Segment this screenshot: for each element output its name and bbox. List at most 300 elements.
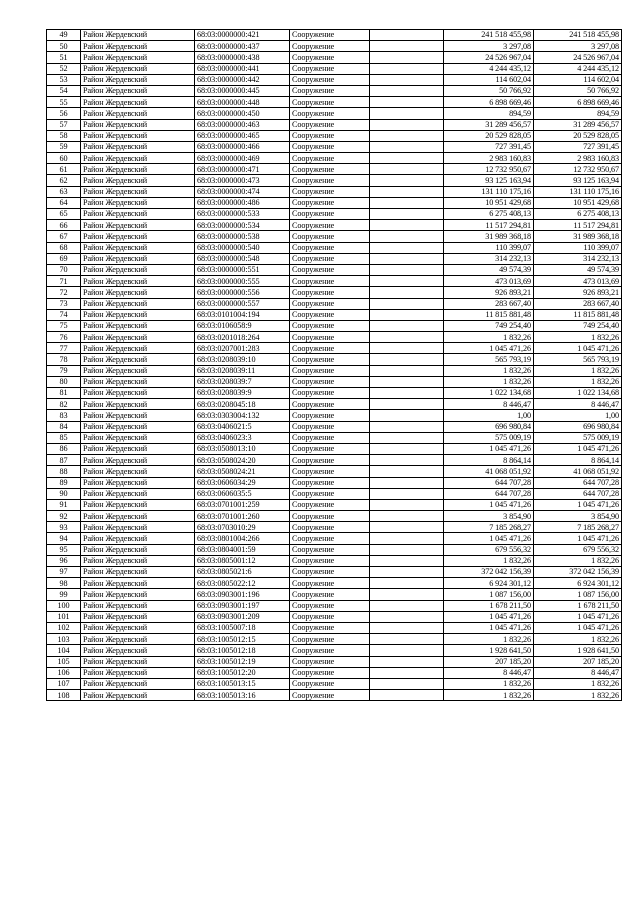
- empty-cell: [370, 432, 444, 443]
- district-cell: Район Жердевский: [81, 354, 195, 365]
- table-row: [47, 443, 622, 454]
- district-cell: Район Жердевский: [81, 343, 195, 354]
- table-row: [47, 567, 622, 578]
- row-number: 94: [47, 533, 81, 544]
- cadastral-number-cell: 68:03:0208039:11: [195, 365, 290, 376]
- district-cell: Район Жердевский: [81, 332, 195, 343]
- empty-cell: [370, 175, 444, 186]
- value-cell: 1 045 471,26: [444, 622, 534, 633]
- district-cell: Район Жердевский: [81, 634, 195, 645]
- object-type-cell: Сооружение: [290, 432, 370, 443]
- empty-cell: [370, 466, 444, 477]
- empty-cell: [370, 209, 444, 220]
- object-type-cell: Сооружение: [290, 52, 370, 63]
- value-cell-2: 8 446,47: [534, 667, 622, 678]
- table-row: [47, 522, 622, 533]
- district-cell: Район Жердевский: [81, 276, 195, 287]
- cadastral-number-cell: 68:03:0208039:9: [195, 388, 290, 399]
- empty-cell: [370, 455, 444, 466]
- district-cell: Район Жердевский: [81, 488, 195, 499]
- object-type-cell: Сооружение: [290, 332, 370, 343]
- value-cell-2: 4 244 435,12: [534, 63, 622, 74]
- value-cell: 31 989 368,18: [444, 231, 534, 242]
- value-cell-2: 1 045 471,26: [534, 443, 622, 454]
- cadastral-number-cell: 68:03:0000000:469: [195, 153, 290, 164]
- row-number: 58: [47, 130, 81, 141]
- empty-cell: [370, 63, 444, 74]
- cadastral-number-cell: 68:03:0000000:463: [195, 119, 290, 130]
- district-cell: Район Жердевский: [81, 499, 195, 510]
- value-cell-2: 644 707,28: [534, 488, 622, 499]
- empty-cell: [370, 421, 444, 432]
- cadastral-number-cell: 68:03:0000000:466: [195, 141, 290, 152]
- row-number: 85: [47, 432, 81, 443]
- empty-cell: [370, 589, 444, 600]
- value-cell: 8 446,47: [444, 667, 534, 678]
- table-row: [47, 634, 622, 645]
- row-number: 99: [47, 589, 81, 600]
- district-cell: Район Жердевский: [81, 656, 195, 667]
- value-cell: 1 022 134,68: [444, 388, 534, 399]
- row-number: 65: [47, 209, 81, 220]
- cadastral-number-cell: 68:03:1005012:19: [195, 656, 290, 667]
- district-cell: Район Жердевский: [81, 578, 195, 589]
- value-cell: 49 574,39: [444, 264, 534, 275]
- empty-cell: [370, 264, 444, 275]
- empty-cell: [370, 130, 444, 141]
- cadastral-number-cell: 68:03:0000000:555: [195, 276, 290, 287]
- value-cell: 1 928 641,50: [444, 645, 534, 656]
- table-row: [47, 209, 622, 220]
- row-number: 92: [47, 511, 81, 522]
- row-number: 77: [47, 343, 81, 354]
- value-cell-2: 7 185 268,27: [534, 522, 622, 533]
- table-row: [47, 41, 622, 52]
- value-cell: 1 045 471,26: [444, 443, 534, 454]
- row-number: 100: [47, 600, 81, 611]
- empty-cell: [370, 511, 444, 522]
- district-cell: Район Жердевский: [81, 477, 195, 488]
- value-cell-2: 31 289 456,57: [534, 119, 622, 130]
- value-cell-2: 1 045 471,26: [534, 611, 622, 622]
- row-number: 71: [47, 276, 81, 287]
- object-type-cell: Сооружение: [290, 186, 370, 197]
- row-number: 80: [47, 376, 81, 387]
- value-cell-2: 1 087 156,00: [534, 589, 622, 600]
- row-number: 73: [47, 298, 81, 309]
- table-row: [47, 320, 622, 331]
- table-row: [47, 97, 622, 108]
- row-number: 51: [47, 52, 81, 63]
- value-cell-2: 679 556,32: [534, 544, 622, 555]
- district-cell: Район Жердевский: [81, 209, 195, 220]
- object-type-cell: Сооружение: [290, 544, 370, 555]
- row-number: 64: [47, 197, 81, 208]
- empty-cell: [370, 544, 444, 555]
- cadastral-number-cell: 68:03:0000000:445: [195, 85, 290, 96]
- cadastral-number-cell: 68:03:0805022:12: [195, 578, 290, 589]
- row-number: 108: [47, 690, 81, 701]
- value-cell-2: 3 854,90: [534, 511, 622, 522]
- district-cell: Район Жердевский: [81, 242, 195, 253]
- cadastral-number-cell: 68:03:0000000:534: [195, 220, 290, 231]
- cadastral-number-cell: 68:03:0000000:437: [195, 41, 290, 52]
- object-type-cell: Сооружение: [290, 264, 370, 275]
- row-number: 88: [47, 466, 81, 477]
- value-cell-2: 241 518 455,98: [534, 30, 622, 41]
- value-cell: 10 951 429,68: [444, 197, 534, 208]
- table-row: [47, 421, 622, 432]
- district-cell: Район Жердевский: [81, 555, 195, 566]
- table-row: [47, 399, 622, 410]
- object-type-cell: Сооружение: [290, 421, 370, 432]
- object-type-cell: Сооружение: [290, 555, 370, 566]
- value-cell-2: 1 022 134,68: [534, 388, 622, 399]
- object-type-cell: Сооружение: [290, 164, 370, 175]
- table-row: [47, 678, 622, 689]
- row-number: 96: [47, 555, 81, 566]
- cadastral-number-cell: 68:03:0208045:18: [195, 399, 290, 410]
- row-number: 106: [47, 667, 81, 678]
- object-type-cell: Сооружение: [290, 119, 370, 130]
- row-number: 66: [47, 220, 81, 231]
- empty-cell: [370, 253, 444, 264]
- row-number: 52: [47, 63, 81, 74]
- empty-cell: [370, 298, 444, 309]
- empty-cell: [370, 343, 444, 354]
- empty-cell: [370, 276, 444, 287]
- row-number: 95: [47, 544, 81, 555]
- table-row: [47, 589, 622, 600]
- empty-cell: [370, 690, 444, 701]
- value-cell-2: 696 980,84: [534, 421, 622, 432]
- value-cell: 11 517 294,81: [444, 220, 534, 231]
- table-row: [47, 466, 622, 477]
- row-number: 55: [47, 97, 81, 108]
- value-cell: 1 045 471,26: [444, 343, 534, 354]
- row-number: 89: [47, 477, 81, 488]
- district-cell: Район Жердевский: [81, 600, 195, 611]
- cadastral-number-cell: 68:03:0000000:473: [195, 175, 290, 186]
- district-cell: Район Жердевский: [81, 365, 195, 376]
- table-row: [47, 197, 622, 208]
- object-type-cell: Сооружение: [290, 153, 370, 164]
- row-number: 60: [47, 153, 81, 164]
- object-type-cell: Сооружение: [290, 197, 370, 208]
- object-type-cell: Сооружение: [290, 97, 370, 108]
- empty-cell: [370, 667, 444, 678]
- value-cell: 565 793,19: [444, 354, 534, 365]
- value-cell: 1 832,26: [444, 678, 534, 689]
- district-cell: Район Жердевский: [81, 466, 195, 477]
- empty-cell: [370, 522, 444, 533]
- value-cell-2: 1 832,26: [534, 365, 622, 376]
- district-cell: Район Жердевский: [81, 108, 195, 119]
- row-number: 81: [47, 388, 81, 399]
- value-cell-2: 1 832,26: [534, 555, 622, 566]
- district-cell: Район Жердевский: [81, 399, 195, 410]
- value-cell-2: 11 517 294,81: [534, 220, 622, 231]
- table-row: [47, 354, 622, 365]
- cadastral-number-cell: 68:03:0000000:548: [195, 253, 290, 264]
- district-cell: Район Жердевский: [81, 287, 195, 298]
- value-cell: 7 185 268,27: [444, 522, 534, 533]
- row-number: 91: [47, 499, 81, 510]
- object-type-cell: Сооружение: [290, 611, 370, 622]
- table-row: [47, 645, 622, 656]
- table-row: [47, 365, 622, 376]
- object-type-cell: Сооружение: [290, 499, 370, 510]
- object-type-cell: Сооружение: [290, 365, 370, 376]
- row-number: 78: [47, 354, 81, 365]
- cadastral-number-cell: 68:03:0000000:471: [195, 164, 290, 175]
- table-row: [47, 488, 622, 499]
- object-type-cell: Сооружение: [290, 209, 370, 220]
- table-row: [47, 119, 622, 130]
- district-cell: Район Жердевский: [81, 645, 195, 656]
- district-cell: Район Жердевский: [81, 421, 195, 432]
- value-cell: 1 832,26: [444, 365, 534, 376]
- value-cell: 50 766,92: [444, 85, 534, 96]
- row-number: 102: [47, 622, 81, 633]
- object-type-cell: Сооружение: [290, 622, 370, 633]
- table-row: [47, 578, 622, 589]
- value-cell-2: 1 928 641,50: [534, 645, 622, 656]
- empty-cell: [370, 74, 444, 85]
- district-cell: Район Жердевский: [81, 30, 195, 41]
- value-cell-2: 11 815 881,48: [534, 309, 622, 320]
- table-row: [47, 656, 622, 667]
- empty-cell: [370, 320, 444, 331]
- cadastral-number-cell: 68:03:0406023:3: [195, 432, 290, 443]
- empty-cell: [370, 108, 444, 119]
- empty-cell: [370, 354, 444, 365]
- district-cell: Район Жердевский: [81, 220, 195, 231]
- cadastral-number-cell: 68:03:0101004:194: [195, 309, 290, 320]
- value-cell: 696 980,84: [444, 421, 534, 432]
- row-number: 90: [47, 488, 81, 499]
- row-number: 105: [47, 656, 81, 667]
- object-type-cell: Сооружение: [290, 522, 370, 533]
- table-row: [47, 220, 622, 231]
- row-number: 56: [47, 108, 81, 119]
- value-cell-2: 1 832,26: [534, 678, 622, 689]
- table-row: [47, 264, 622, 275]
- cadastral-number-cell: 68:03:0703010:29: [195, 522, 290, 533]
- value-cell: 6 924 301,12: [444, 578, 534, 589]
- value-cell: 1 045 471,26: [444, 611, 534, 622]
- table-row: [47, 63, 622, 74]
- value-cell-2: 20 529 828,05: [534, 130, 622, 141]
- cadastral-number-cell: 68:03:0000000:538: [195, 231, 290, 242]
- cadastral-number-cell: 68:03:0701001:259: [195, 499, 290, 510]
- value-cell-2: 749 254,40: [534, 320, 622, 331]
- cadastral-number-cell: 68:03:0000000:474: [195, 186, 290, 197]
- value-cell: 2 983 160,83: [444, 153, 534, 164]
- value-cell: 644 707,28: [444, 488, 534, 499]
- value-cell: 93 125 163,94: [444, 175, 534, 186]
- value-cell: 1 832,26: [444, 634, 534, 645]
- value-cell: 1 832,26: [444, 376, 534, 387]
- row-number: 74: [47, 309, 81, 320]
- value-cell-2: 131 110 175,16: [534, 186, 622, 197]
- object-type-cell: Сооружение: [290, 690, 370, 701]
- value-cell-2: 49 574,39: [534, 264, 622, 275]
- row-number: 93: [47, 522, 81, 533]
- empty-cell: [370, 30, 444, 41]
- cadastral-number-cell: 68:03:1005012:15: [195, 634, 290, 645]
- object-type-cell: Сооружение: [290, 455, 370, 466]
- table-row: [47, 611, 622, 622]
- object-type-cell: Сооружение: [290, 645, 370, 656]
- value-cell-2: 283 667,40: [534, 298, 622, 309]
- object-type-cell: Сооружение: [290, 600, 370, 611]
- table-row: [47, 690, 622, 701]
- cadastral-number-cell: 68:03:0000000:486: [195, 197, 290, 208]
- table-row: [47, 477, 622, 488]
- object-type-cell: Сооружение: [290, 298, 370, 309]
- empty-cell: [370, 634, 444, 645]
- cadastral-number-cell: 68:03:0903001:197: [195, 600, 290, 611]
- row-number: 68: [47, 242, 81, 253]
- district-cell: Район Жердевский: [81, 153, 195, 164]
- value-cell-2: 1 045 471,26: [534, 622, 622, 633]
- object-type-cell: Сооружение: [290, 656, 370, 667]
- cadastral-number-cell: 68:03:1005012:20: [195, 667, 290, 678]
- row-number: 76: [47, 332, 81, 343]
- cadastral-number-cell: 68:03:0000000:465: [195, 130, 290, 141]
- district-cell: Район Жердевский: [81, 119, 195, 130]
- cadastral-number-cell: 68:03:0701001:260: [195, 511, 290, 522]
- value-cell: 1 087 156,00: [444, 589, 534, 600]
- value-cell-2: 3 297,08: [534, 41, 622, 52]
- cadastral-number-cell: 68:03:0000000:442: [195, 74, 290, 85]
- table-row: [47, 432, 622, 443]
- value-cell-2: 644 707,28: [534, 477, 622, 488]
- value-cell-2: 6 275 408,13: [534, 209, 622, 220]
- district-cell: Район Жердевский: [81, 376, 195, 387]
- row-number: 82: [47, 399, 81, 410]
- table-row: [47, 186, 622, 197]
- row-number: 59: [47, 141, 81, 152]
- district-cell: Район Жердевский: [81, 141, 195, 152]
- empty-cell: [370, 141, 444, 152]
- value-cell: 1 832,26: [444, 332, 534, 343]
- value-cell: 3 854,90: [444, 511, 534, 522]
- value-cell: 314 232,13: [444, 253, 534, 264]
- object-type-cell: Сооружение: [290, 399, 370, 410]
- object-type-cell: Сооружение: [290, 343, 370, 354]
- value-cell: 1 832,26: [444, 555, 534, 566]
- value-cell-2: 6 898 669,46: [534, 97, 622, 108]
- cadastral-number-cell: 68:03:0805001:12: [195, 555, 290, 566]
- value-cell-2: 50 766,92: [534, 85, 622, 96]
- district-cell: Район Жердевский: [81, 52, 195, 63]
- district-cell: Район Жердевский: [81, 264, 195, 275]
- cadastral-number-cell: 68:03:0804001:59: [195, 544, 290, 555]
- value-cell: 4 244 435,12: [444, 63, 534, 74]
- value-cell: 6 898 669,46: [444, 97, 534, 108]
- value-cell-2: 1 045 471,26: [534, 533, 622, 544]
- object-type-cell: Сооружение: [290, 410, 370, 421]
- table-row: [47, 175, 622, 186]
- empty-cell: [370, 477, 444, 488]
- cadastral-number-cell: 68:03:0606034:29: [195, 477, 290, 488]
- cadastral-number-cell: 68:03:0508024:21: [195, 466, 290, 477]
- empty-cell: [370, 611, 444, 622]
- district-cell: Район Жердевский: [81, 567, 195, 578]
- value-cell-2: 1 832,26: [534, 376, 622, 387]
- row-number: 53: [47, 74, 81, 85]
- cadastral-number-cell: 68:03:0000000:421: [195, 30, 290, 41]
- empty-cell: [370, 399, 444, 410]
- object-type-cell: Сооружение: [290, 354, 370, 365]
- empty-cell: [370, 365, 444, 376]
- value-cell: 3 297,08: [444, 41, 534, 52]
- object-type-cell: Сооружение: [290, 253, 370, 264]
- empty-cell: [370, 488, 444, 499]
- value-cell: 679 556,32: [444, 544, 534, 555]
- value-cell: 8 446,47: [444, 399, 534, 410]
- cadastral-number-cell: 68:03:0000000:450: [195, 108, 290, 119]
- cadastral-number-cell: 68:03:0106058:9: [195, 320, 290, 331]
- empty-cell: [370, 220, 444, 231]
- object-type-cell: Сооружение: [290, 175, 370, 186]
- row-number: 69: [47, 253, 81, 264]
- object-type-cell: Сооружение: [290, 41, 370, 52]
- cadastral-number-cell: 68:03:0903001:196: [195, 589, 290, 600]
- value-cell: 241 518 455,98: [444, 30, 534, 41]
- empty-cell: [370, 499, 444, 510]
- row-number: 97: [47, 567, 81, 578]
- value-cell-2: 473 013,69: [534, 276, 622, 287]
- object-type-cell: Сооружение: [290, 220, 370, 231]
- table-row: [47, 74, 622, 85]
- property-register-table: [46, 29, 622, 701]
- district-cell: Район Жердевский: [81, 544, 195, 555]
- empty-cell: [370, 678, 444, 689]
- cadastral-number-cell: 68:03:1005012:18: [195, 645, 290, 656]
- table-row: [47, 332, 622, 343]
- empty-cell: [370, 85, 444, 96]
- empty-cell: [370, 41, 444, 52]
- value-cell-2: 93 125 163,94: [534, 175, 622, 186]
- table-row: [47, 298, 622, 309]
- empty-cell: [370, 388, 444, 399]
- district-cell: Район Жердевский: [81, 164, 195, 175]
- cadastral-number-cell: 68:03:0606035:5: [195, 488, 290, 499]
- value-cell: 131 110 175,16: [444, 186, 534, 197]
- table-row: [47, 164, 622, 175]
- row-number: 54: [47, 85, 81, 96]
- district-cell: Район Жердевский: [81, 175, 195, 186]
- empty-cell: [370, 533, 444, 544]
- row-number: 50: [47, 41, 81, 52]
- value-cell-2: 110 399,07: [534, 242, 622, 253]
- object-type-cell: Сооружение: [290, 320, 370, 331]
- value-cell-2: 114 602,04: [534, 74, 622, 85]
- table-row: [47, 343, 622, 354]
- row-number: 62: [47, 175, 81, 186]
- value-cell-2: 575 009,19: [534, 432, 622, 443]
- district-cell: Район Жердевский: [81, 511, 195, 522]
- district-cell: Район Жердевский: [81, 309, 195, 320]
- object-type-cell: Сооружение: [290, 242, 370, 253]
- value-cell: 114 602,04: [444, 74, 534, 85]
- object-type-cell: Сооружение: [290, 678, 370, 689]
- object-type-cell: Сооружение: [290, 466, 370, 477]
- table-row: [47, 52, 622, 63]
